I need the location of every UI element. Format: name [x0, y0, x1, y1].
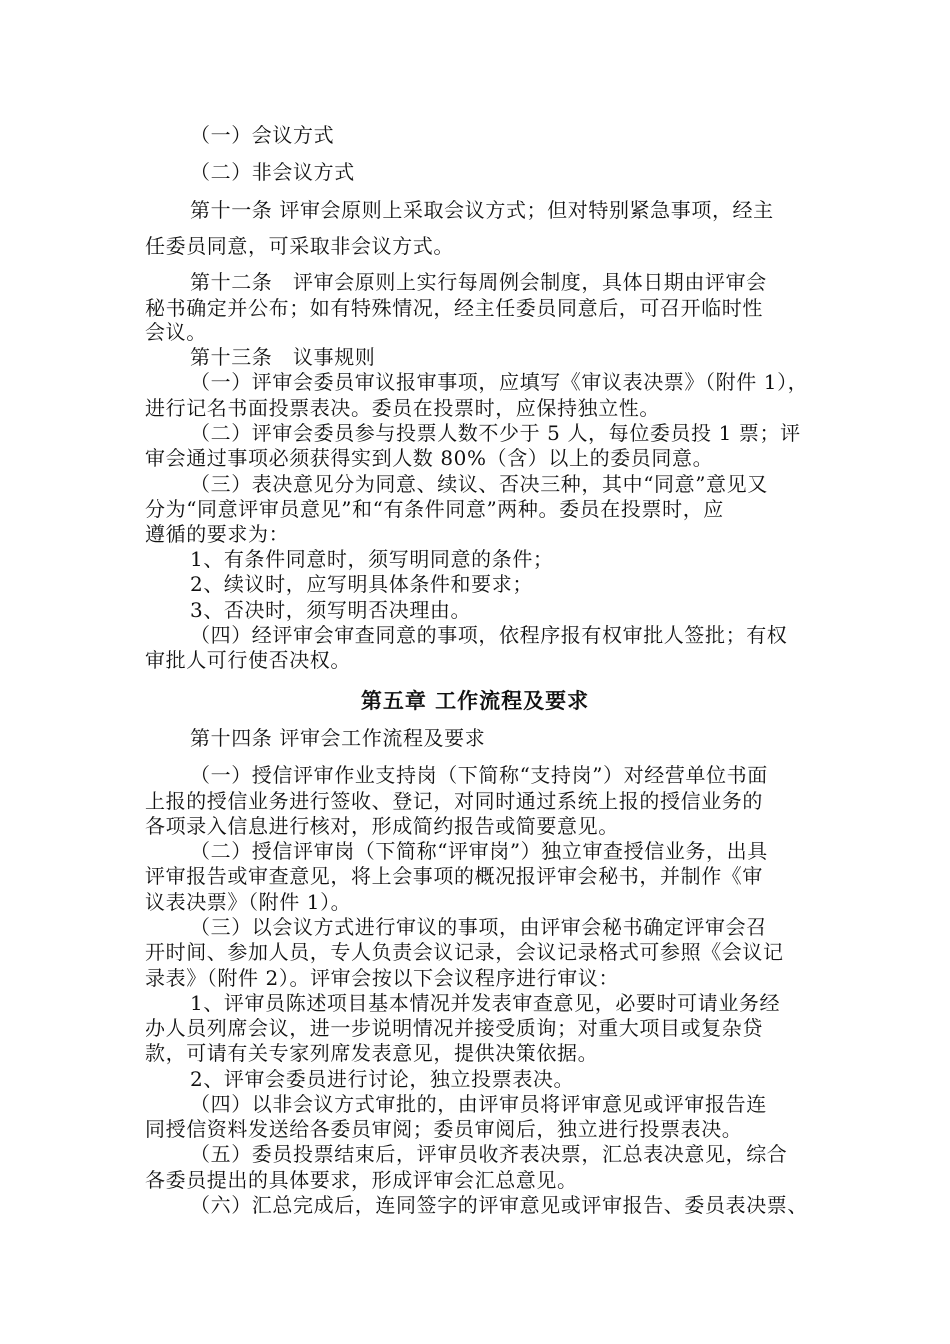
text-line: （四）以非会议方式审批的，由评审员将评审意见或评审报告连: [190, 1092, 767, 1116]
text-line: 第十二条 评审会原则上实行每周例会制度，具体日期由评审会: [190, 270, 767, 294]
text-line: （二）非会议方式: [190, 160, 355, 184]
text-line: 3、否决时，须写明否决理由。: [190, 598, 472, 622]
text-line: 上报的授信业务进行签收、登记，对同时通过系统上报的授信业务的: [145, 789, 763, 813]
text-line: 会议。: [145, 320, 207, 344]
text-line: 1、有条件同意时，须写明同意的条件；: [190, 547, 554, 571]
text-line: 审会通过事项必须获得实到人数 80%（含）以上的委员同意。: [145, 446, 714, 470]
text-line: （三）表决意见分为同意、续议、否决三种，其中“同意”意见又: [190, 472, 768, 496]
text-line: 各委员提出的具体要求，形成评审会汇总意见。: [145, 1168, 578, 1192]
text-line: （二）授信评审岗（下简称“评审岗”）独立审查授信业务，出具: [190, 839, 768, 863]
text-line: （一）评审会委员审议报审事项，应填写《审议表决票》（附件 1），: [190, 370, 809, 394]
text-line: 分为“同意评审员意见”和“有条件同意”两种。委员在投票时，应: [145, 497, 724, 521]
text-line: 秘书确定并公布；如有特殊情况，经主任委员同意后，可召开临时性: [145, 296, 763, 320]
text-line: 第十一条 评审会原则上采取会议方式；但对特别紧急事项，经主: [190, 198, 774, 222]
text-line: 同授信资料发送给各委员审阅；委员审阅后，独立进行投票表决。: [145, 1117, 743, 1141]
text-line: （五）委员投票结束后，评审员收齐表决票，汇总表决意见，综合: [190, 1142, 788, 1166]
text-line: 录表》（附件 2）。评审会按以下会议程序进行审议：: [145, 966, 620, 990]
text-line: （三）以会议方式进行审议的事项，由评审会秘书确定评审会召: [190, 915, 767, 939]
text-line: 第十三条 议事规则: [190, 345, 376, 369]
text-line: 款，可请有关专家列席发表意见，提供决策依据。: [145, 1041, 599, 1065]
text-line: 2、评审会委员进行讨论，独立投票表决。: [190, 1067, 575, 1091]
text-line: 开时间、参加人员，专人负责会议记录，会议记录格式可参照《会议记: [145, 940, 784, 964]
text-line: 各项录入信息进行核对，形成简约报告或简要意见。: [145, 814, 619, 838]
text-line: （二）评审会委员参与投票人数不少于 5 人，每位委员投 1 票；评: [190, 421, 801, 445]
text-line: 1、评审员陈述项目基本情况并发表审查意见，必要时可请业务经: [190, 991, 781, 1015]
text-line: 议表决票》（附件 1）。: [145, 890, 352, 914]
text-line: 办人员列席会议，进一步说明情况并接受质询；对重大项目或复杂贷: [145, 1016, 763, 1040]
chapter-title: 第五章 工作流程及要求: [360, 688, 590, 713]
text-line: 任委员同意，可采取非会议方式。: [145, 234, 454, 258]
text-line: 评审报告或审查意见，将上会事项的概况报评审会秘书，并制作《审: [145, 864, 763, 888]
text-line: 第十四条 评审会工作流程及要求: [190, 726, 486, 750]
text-line: 2、续议时，应写明具体条件和要求；: [190, 572, 533, 596]
text-line: 审批人可行使否决权。: [145, 648, 351, 672]
text-line: （一）会议方式: [190, 123, 335, 147]
text-line: （四）经评审会审查同意的事项，依程序报有权审批人签批；有权: [190, 623, 788, 647]
text-line: 遵循的要求为：: [145, 522, 290, 546]
text-line: （一）授信评审作业支持岗（下简称“支持岗”）对经营单位书面: [190, 763, 768, 787]
text-line: （六）汇总完成后，连同签字的评审意见或评审报告、委员表决票、: [190, 1193, 808, 1217]
text-line: 进行记名书面投票表决。委员在投票时，应保持独立性。: [145, 396, 660, 420]
